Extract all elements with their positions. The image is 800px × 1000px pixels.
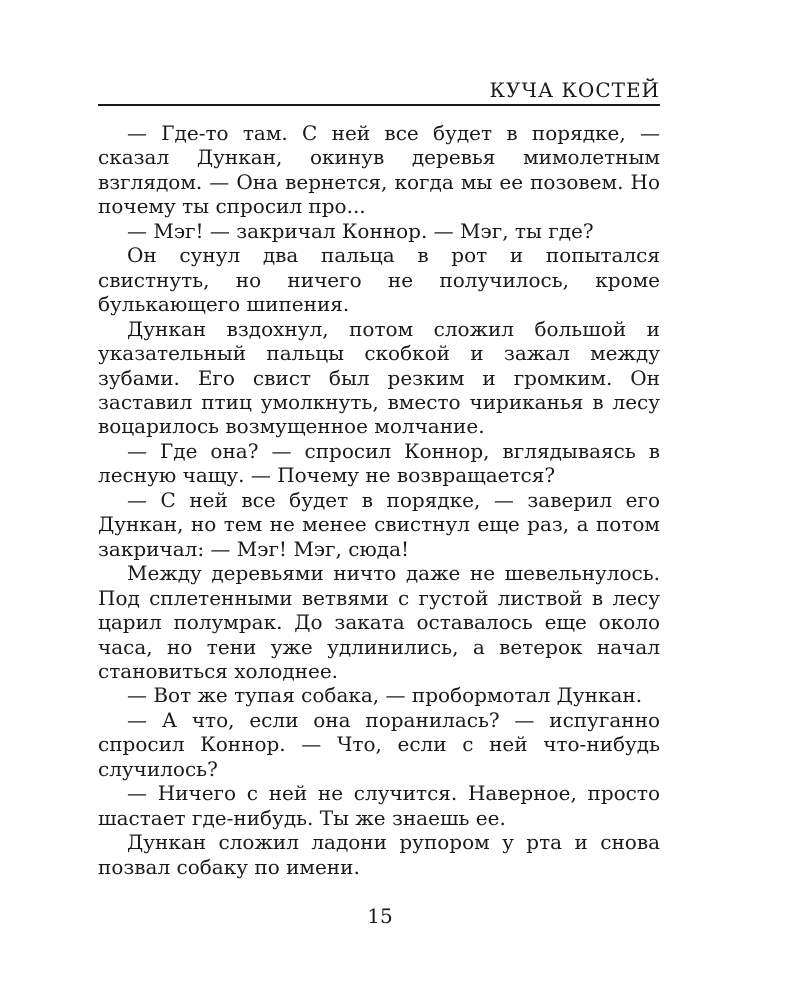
- running-head-title: КУЧА КОСТЕЙ: [489, 78, 660, 102]
- paragraph: Между деревьями ничто даже не шевельнулось. Под сплетенными ветвями с густой листвой в лесу царил полумрак. До заката оставалось еще около часа, но тени уже удлинились, а ветерок начал становиться холоднее.: [98, 561, 660, 683]
- paragraph: — Где она? — спросил Коннор, вглядываясь в лесную чащу. — Почему не возвращается?: [98, 438, 660, 488]
- paragraph: — Мэг! — закричал Коннор. — Мэг, ты где?: [127, 218, 594, 243]
- page-number: 15: [367, 904, 393, 928]
- paragraph: — С ней все будет в порядке, — заверил его Дункан, но тем не менее свистнул еще раз, а потом закричал: — Мэг! Мэг, сюда!: [98, 487, 660, 561]
- paragraph: Дункан сложил ладони рупором у рта и снова позвал собаку по имени.: [98, 830, 660, 879]
- paragraph: — А что, если она поранилась? — испуганно спросил Коннор. — Что, если с ней что-нибудь случилось?: [98, 707, 660, 781]
- paragraph: Он сунул два пальца в рот и попытался свистнуть, но ничего не получилось, кроме булькающего шипения.: [98, 243, 660, 317]
- paragraph: — Ничего с ней не случится. Наверное, просто шастает где-нибудь. Ты же знаешь ее.: [98, 781, 660, 830]
- body-text: [98, 121, 660, 879]
- paragraph: — Где-то там. С ней все будет в порядке, — сказал Дункан, окинув деревья мимолетным взглядом. — Она вернется, когда мы ее позовем. Но почему ты спросил про...: [98, 121, 660, 219]
- running-head: [98, 74, 660, 106]
- paragraph: — Вот же тупая собака, — пробормотал Дункан.: [127, 683, 643, 708]
- paragraph: Дункан вздохнул, потом сложил большой и указательный пальцы скобкой и зажал между зубами. Его свист был резким и громким. Он заставил птиц умолкнуть, вместо чириканья в лесу воцарилось возмущенное молчание.: [98, 316, 660, 439]
